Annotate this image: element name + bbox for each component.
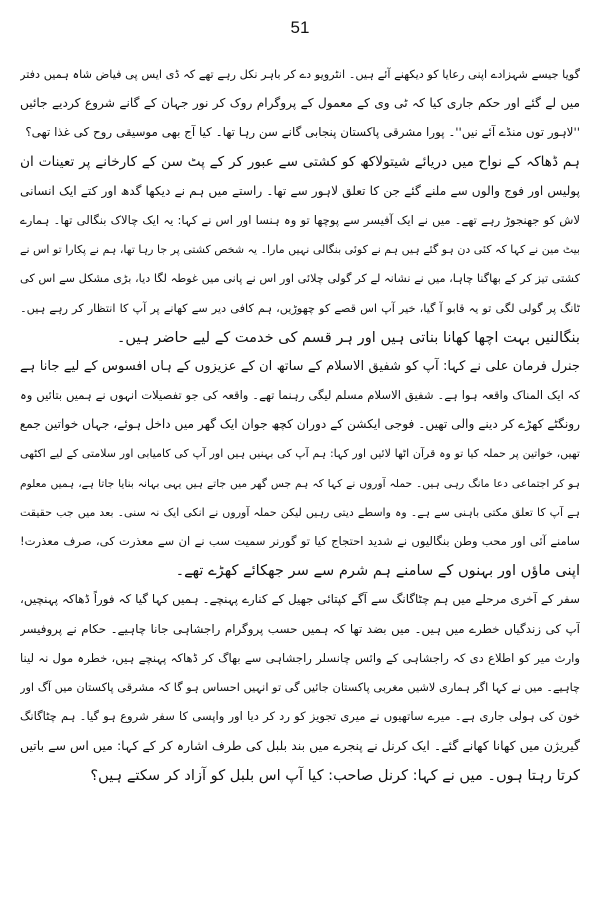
text-line: خون کی ہولی جاری ہے۔ میرے ساتھیوں نے میری تجویز کو رد کر دیا اور واپسی کا سفر شروع ہو گیا۔ ہم چٹاگانگ xyxy=(20,709,580,724)
text-line: گویا جیسے شہزادے اپنی رعایا کو دیکھنے آئے ہیں۔ انٹرویو دے کر باہر نکل رہے تھے کہ ڈی ایس پی فیاض شاہ ہمیں دفتر xyxy=(20,68,580,81)
paragraph xyxy=(20,585,580,789)
page-body-text xyxy=(20,60,580,790)
text-line: تھیں، خواتین پر حملہ کیا تو وہ قرآن اٹھا لائیں اور کہا: ہم آپ کی بہنیں ہیں اور آپ کی کامیابی اور سلامتی کے لیے اکٹھی xyxy=(20,447,580,461)
text-line: پولیس اور فوج والوں سے ملنے گئے جن کا تعلق لاہور سے تھا۔ راستے میں ہم نے دیکھا گدھ اور کتے ایک انسانی xyxy=(20,183,580,198)
text-line: بیٹ مین نے کہا کہ کئی دن ہو گئے ہیں ہم نے کوئی بنگالی نہیں مارا۔ یہ شخص کشتی پر جا رہا تھا، ہم نے پکارا تو اس نے xyxy=(20,243,580,257)
text-line: آپ کی زندگیاں خطرے میں ہیں۔ میں بضد تھا کہ ہمیں حسب پروگرام راجشاہی جانا چاہیے۔ حکام نے پروفیسر xyxy=(20,621,580,636)
text-line: چاہیے۔ میں نے کہا اگر ہماری لاشیں مغربی پاکستان جائیں گی تو انہیں احساس ہو گا کہ مشرقی پاکستان میں آگ اور xyxy=(20,680,580,694)
text-line: وارث میر کو اطلاع دی کہ راجشاہی کے وائس چانسلر راجشاہی سے بھاگ کر ڈھاکہ پہنچے ہیں، خطرہ مول نہ لینا xyxy=(20,650,580,665)
text-line: ''لاہور توں منڈے آئے نیں''۔ پورا مشرقی پاکستان پنجابی گانے سن رہا تھا۔ کیا آج بھی موسیقی روح کی غذا تھی؟ xyxy=(25,125,580,140)
text-line: کشتی تیز کر کے بھاگنا چاہا، میں نے نشانہ لے کر گولی چلائی اور اس نے پانی میں غوطہ لگا دیا، بڑی مشکل سے اس کی xyxy=(20,272,580,286)
text-line: رونگٹے کھڑے کر دینے والی تھیں۔ فوجی ایکشن کے دوران کچھ جوان ایک گھر میں داخل ہوئے، جہاں خواتین جمع xyxy=(20,417,580,432)
text-line: ہم ڈھاکہ کے نواح میں دریائے شیتولاکھ کو کشتی سے عبور کر کے پٹ سن کے کارخانے پر تعینات ان xyxy=(20,153,580,170)
text-line: ہو کر اجتماعی دعا مانگ رہی ہیں۔ حملہ آوروں نے کہا کہ ہم جس گھر میں جاتے ہیں یہی بہانہ بنایا جاتا ہے، ہمیں معلوم xyxy=(20,476,580,490)
text-line: لاش کو جھنجوڑ رہے تھے۔ میں نے ایک آفیسر سے پوچھا تو وہ ہنسا اور اس نے کہا: یہ ایک چالاک بنگالی تھا۔ ہمارے xyxy=(20,212,580,227)
text-line: سفر کے آخری مرحلے میں ہم چٹاگانگ سے آگے کپتائی جھیل کے کنارے پہنچے۔ ہمیں کہا گیا کہ فوراً ڈھاکہ پہنچیں، xyxy=(20,592,580,607)
text-line: کہ ایک المناک واقعہ ہوا ہے۔ شفیق الاسلام مسلم لیگی رہنما تھے۔ واقعہ کی جو تفصیلات انہوں نے ہمیں بتائیں وہ xyxy=(20,388,580,403)
text-line: میں لے گئے اور حکم جاری کیا کہ ٹی وی کے معمول کے پروگرام روک کر نور جہان کے گانے شروع کردیے جائیں xyxy=(20,96,580,111)
paragraph xyxy=(20,60,580,148)
text-line: سامنے آئی اور محب وطن بنگالیوں نے شدید احتجاج کیا تو گورنر سمیت سب نے ان سے معذرت کی، صرف معذرت! xyxy=(20,534,580,548)
page-number: 51 xyxy=(290,18,310,37)
text-line: بنگالنیں بہت اچھا کھانا بناتی ہیں اور ہر قسم کی خدمت کے لیے حاضر ہیں۔ xyxy=(116,328,580,346)
paragraph xyxy=(20,148,580,352)
text-line: اپنی ماؤں اور بہنوں کے سامنے ہم شرم سے سر جھکائے کھڑے تھے۔ xyxy=(175,562,580,580)
text-line: ہے آپ کا تعلق مکتی باہنی سے ہے۔ وہ واسطے دیتی رہیں لیکن حملہ آوروں نے انکی ایک نہ سنی۔ بعد میں جب حقیقت xyxy=(20,505,580,519)
paragraph xyxy=(20,352,580,586)
text-line: جنرل فرمان علی نے کہا: آپ کو شفیق الاسلام کے ساتھ ان کے عزیزوں کے ہاں افسوس کے لیے جانا ہے xyxy=(20,358,580,374)
text-line: گیریژن میں کھانا کھانے گئے۔ ایک کرنل نے پنجرے میں بند بلبل کی طرف اشارہ کر کے کہا: میں اس سے باتیں xyxy=(20,738,580,754)
text-line: ٹانگ پر گولی لگی تو یہ قابو آ گیا، خیر آپ اس قصے کو چھوڑیں، ہم کافی دیر سے کھانے پر آپ کا انتظار کر رہے ہیں۔ xyxy=(20,301,580,315)
text-line: کرتا رہتا ہوں۔ میں نے کہا: کرنل صاحب: کیا آپ اس بلبل کو آزاد کر سکتے ہیں؟ xyxy=(90,766,580,784)
